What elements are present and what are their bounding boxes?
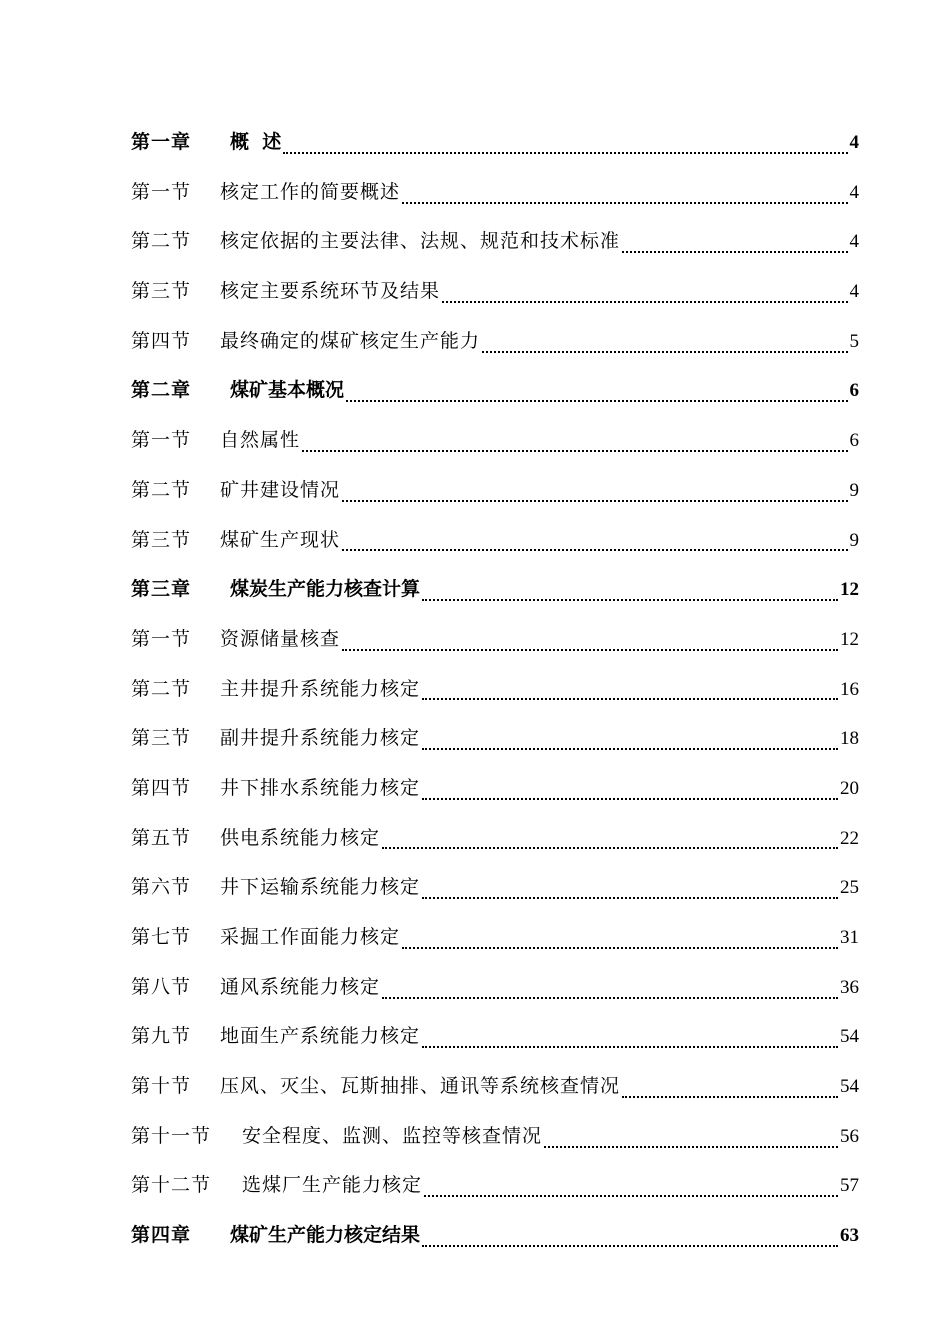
toc-dot-leader	[542, 1131, 840, 1151]
toc-section-entry[interactable]	[131, 714, 859, 764]
toc-entry-title: 通风系统能力核定	[220, 975, 381, 998]
toc-entry-page-number: 54	[840, 1076, 859, 1098]
toc-section-entry[interactable]	[131, 317, 859, 367]
toc-entry-number: 第五节	[131, 826, 192, 849]
toc-entry-number: 第二章	[131, 379, 192, 402]
toc-dot-leader	[380, 832, 840, 852]
toc-dot-leader	[420, 733, 840, 753]
toc-section-entry[interactable]	[131, 1112, 859, 1162]
toc-entry-title: 自然属性	[220, 429, 301, 452]
toc-entry-number: 第四节	[131, 329, 192, 352]
toc-section-entry[interactable]	[131, 516, 859, 566]
toc-entry-title: 压风、灭尘、瓦斯抽排、通讯等系统核查情况	[220, 1075, 621, 1098]
toc-entry-page-number: 4	[849, 231, 859, 253]
toc-entry-number: 第三章	[131, 578, 192, 601]
toc-entry-page-number: 36	[840, 976, 859, 998]
toc-section-entry[interactable]	[131, 863, 859, 913]
toc-entry-page-number: 20	[840, 777, 859, 799]
toc-entry-number: 第一章	[131, 131, 192, 153]
toc-entry-number: 第二节	[131, 230, 192, 253]
toc-entry-title: 核定工作的简要概述	[220, 180, 401, 203]
toc-dot-leader	[480, 336, 849, 356]
toc-entry-title: 选煤厂生产能力核定	[242, 1174, 423, 1197]
toc-entry-page-number: 54	[840, 1026, 859, 1048]
toc-entry-number: 第一节	[131, 180, 192, 203]
toc-section-entry[interactable]	[131, 416, 859, 466]
toc-entry-title: 主井提升系统能力核定	[220, 677, 421, 700]
toc-entry-title: 核定依据的主要法律、法规、规范和技术标准	[220, 230, 621, 253]
toc-entry-page-number: 18	[840, 728, 859, 750]
toc-entry-page-number: 9	[849, 479, 859, 501]
toc-section-entry[interactable]	[131, 1012, 859, 1062]
toc-entry-page-number: 6	[849, 430, 859, 452]
toc-entry-page-number: 9	[849, 529, 859, 551]
toc-entry-title: 采掘工作面能力核定	[220, 926, 401, 948]
toc-entry-number: 第四节	[131, 776, 192, 799]
toc-chapter-entry[interactable]	[131, 565, 859, 615]
toc-section-entry[interactable]	[131, 814, 859, 864]
toc-entry-number: 第三节	[131, 528, 192, 551]
toc-section-entry[interactable]	[131, 913, 859, 963]
toc-entry-page-number: 4	[849, 132, 859, 153]
toc-dot-leader	[340, 634, 840, 654]
toc-entry-number: 第九节	[131, 1025, 192, 1048]
toc-entry-title: 煤矿生产能力核定结果	[230, 1224, 421, 1247]
toc-section-entry[interactable]	[131, 466, 859, 516]
toc-entry-title: 矿井建设情况	[220, 478, 341, 501]
toc-entry-page-number: 4	[849, 281, 859, 303]
toc-chapter-entry[interactable]	[131, 118, 859, 168]
toc-section-entry[interactable]	[131, 764, 859, 814]
toc-dot-leader	[380, 982, 840, 1002]
toc-entry-title: 煤矿基本概况	[230, 379, 345, 402]
toc-entry-page-number: 12	[840, 579, 859, 601]
toc-dot-leader	[440, 286, 849, 306]
toc-dot-leader	[420, 683, 840, 703]
toc-entry-number: 第七节	[131, 926, 192, 948]
toc-dot-leader	[300, 435, 849, 455]
toc-entry-title: 安全程度、监测、监控等核查情况	[242, 1124, 543, 1147]
table-of-contents	[131, 118, 859, 1261]
toc-dot-leader	[420, 1230, 840, 1250]
toc-section-entry[interactable]	[131, 1062, 859, 1112]
toc-entry-page-number: 6	[849, 380, 859, 402]
toc-chapter-entry[interactable]	[131, 1211, 859, 1261]
toc-section-entry[interactable]	[131, 168, 859, 218]
toc-dot-leader	[400, 932, 840, 952]
toc-entry-page-number: 4	[849, 181, 859, 203]
toc-entry-number: 第二节	[131, 478, 192, 501]
toc-section-entry[interactable]	[131, 217, 859, 267]
toc-entry-page-number: 63	[840, 1225, 859, 1247]
toc-dot-leader	[420, 783, 840, 803]
toc-entry-title: 井下运输系统能力核定	[220, 876, 421, 899]
toc-dot-leader	[620, 236, 849, 256]
toc-entry-title: 资源储量核查	[220, 627, 341, 650]
toc-section-entry[interactable]	[131, 665, 859, 715]
toc-entry-title: 煤炭生产能力核查计算	[230, 578, 421, 601]
toc-entry-number: 第十二节	[131, 1174, 212, 1197]
toc-section-entry[interactable]	[131, 267, 859, 317]
toc-entry-number: 第三节	[131, 280, 192, 303]
toc-entry-title: 副井提升系统能力核定	[220, 727, 421, 750]
toc-entry-title: 地面生产系统能力核定	[220, 1025, 421, 1048]
toc-dot-leader	[340, 534, 849, 554]
toc-dot-leader	[420, 584, 840, 604]
toc-entry-page-number: 31	[840, 927, 859, 948]
toc-entry-title: 最终确定的煤矿核定生产能力	[220, 329, 481, 352]
toc-dot-leader	[420, 1031, 840, 1051]
toc-entry-number: 第四章	[131, 1224, 192, 1247]
toc-dot-leader	[420, 882, 840, 902]
toc-entry-number: 第一节	[131, 627, 192, 650]
toc-entry-page-number: 5	[849, 330, 859, 352]
toc-entry-page-number: 25	[840, 877, 859, 899]
toc-entry-title: 井下排水系统能力核定	[220, 776, 421, 799]
toc-entry-title: 煤矿生产现状	[220, 528, 341, 551]
toc-dot-leader	[620, 1081, 840, 1101]
toc-entry-page-number: 57	[840, 1175, 859, 1197]
toc-dot-leader	[400, 187, 849, 207]
toc-entry-number: 第三节	[131, 727, 192, 750]
toc-entry-title: 核定主要系统环节及结果	[220, 280, 441, 303]
toc-entry-number: 第八节	[131, 975, 192, 998]
toc-entry-number: 第六节	[131, 876, 192, 899]
toc-section-entry[interactable]	[131, 615, 859, 665]
toc-entry-page-number: 56	[840, 1125, 859, 1147]
toc-entry-number: 第十节	[131, 1075, 192, 1098]
toc-entry-page-number: 22	[840, 827, 859, 849]
toc-entry-page-number: 16	[840, 678, 859, 700]
toc-entry-title: 概 述	[230, 131, 282, 153]
toc-chapter-entry[interactable]	[131, 366, 859, 416]
toc-entry-number: 第十一节	[131, 1124, 212, 1147]
toc-dot-leader	[344, 385, 849, 405]
toc-entry-page-number: 12	[840, 628, 859, 650]
toc-dot-leader	[422, 1180, 840, 1200]
toc-dot-leader	[281, 137, 849, 157]
toc-entry-number: 第二节	[131, 677, 192, 700]
toc-entry-number: 第一节	[131, 429, 192, 452]
toc-dot-leader	[340, 485, 849, 505]
toc-section-entry[interactable]	[131, 1161, 859, 1211]
toc-entry-title: 供电系统能力核定	[220, 826, 381, 849]
toc-section-entry[interactable]	[131, 963, 859, 1013]
